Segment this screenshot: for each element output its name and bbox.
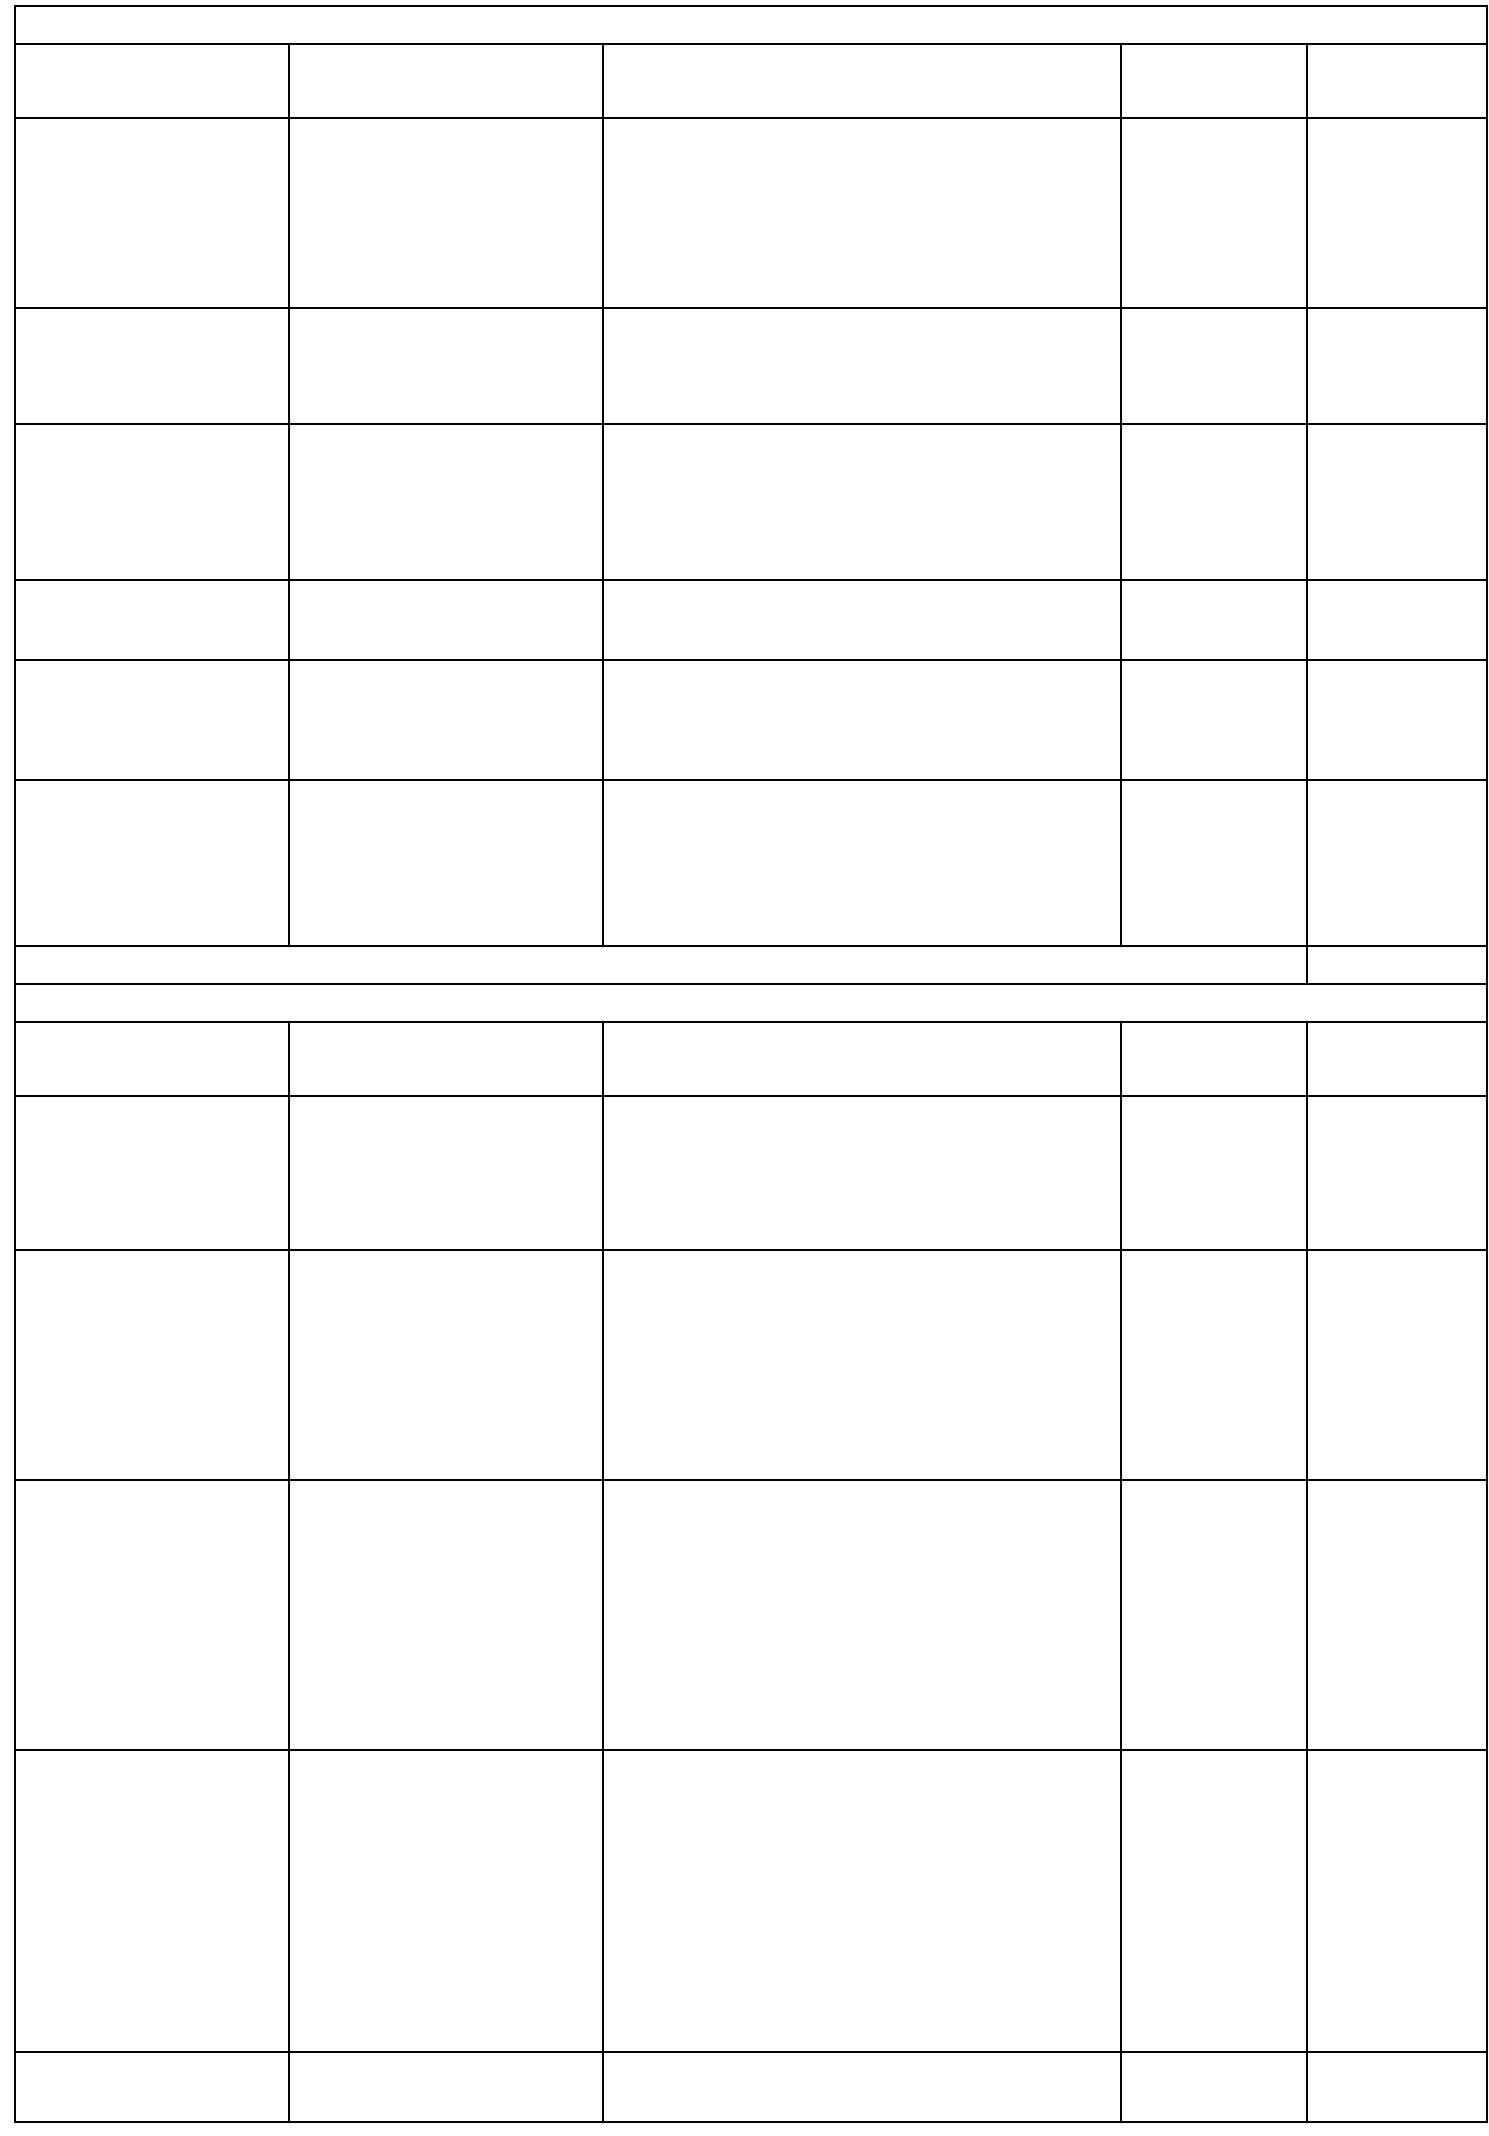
cell-outcome <box>289 1250 603 1480</box>
section-title <box>15 984 1487 1022</box>
table-row <box>15 780 1487 946</box>
cell-outcome <box>289 580 603 660</box>
cell-evidence <box>603 118 1121 308</box>
cell-cost <box>1307 1750 1487 2052</box>
cell-cost <box>1307 118 1487 308</box>
total-value <box>1307 946 1487 984</box>
cell-outcome <box>289 1750 603 2052</box>
cell-cost <box>1307 424 1487 580</box>
section-title-row <box>15 6 1487 44</box>
cell-outcome <box>289 1480 603 1750</box>
cell-action <box>15 308 289 424</box>
column-header-evidence <box>603 44 1121 118</box>
cell-action <box>15 2052 289 2122</box>
column-header-cost <box>1307 1022 1487 1096</box>
table-row <box>15 580 1487 660</box>
column-header-outcome <box>289 44 603 118</box>
cell-lead <box>1121 2052 1307 2122</box>
table-row <box>15 660 1487 780</box>
cell-lead <box>1121 780 1307 946</box>
cell-lead <box>1121 1250 1307 1480</box>
cell-lead <box>1121 308 1307 424</box>
column-header-action <box>15 44 289 118</box>
document <box>14 5 1486 2123</box>
cell-cost <box>1307 1250 1487 1480</box>
cell-lead <box>1121 118 1307 308</box>
cell-evidence <box>603 1480 1121 1750</box>
table-row <box>15 1480 1487 1750</box>
cell-lead <box>1121 1750 1307 2052</box>
section-title <box>15 6 1487 44</box>
cell-action <box>15 1480 289 1750</box>
table-row <box>15 1750 1487 2052</box>
cell-outcome <box>289 118 603 308</box>
cell-lead <box>1121 424 1307 580</box>
cell-action <box>15 424 289 580</box>
cell-cost <box>1307 780 1487 946</box>
cell-evidence <box>603 308 1121 424</box>
cell-evidence <box>603 580 1121 660</box>
cell-cost <box>1307 1096 1487 1250</box>
cell-cost <box>1307 2052 1487 2122</box>
header-row <box>15 1022 1487 1096</box>
cell-evidence <box>603 1750 1121 2052</box>
table-row <box>15 308 1487 424</box>
cell-outcome <box>289 2052 603 2122</box>
cell-outcome <box>289 1096 603 1250</box>
cell-outcome <box>289 308 603 424</box>
section-title-row <box>15 984 1487 1022</box>
total-row <box>15 946 1487 984</box>
cell-action <box>15 1750 289 2052</box>
table-row <box>15 424 1487 580</box>
table-row <box>15 118 1487 308</box>
column-header-outcome <box>289 1022 603 1096</box>
cell-action <box>15 580 289 660</box>
cell-cost <box>1307 308 1487 424</box>
total-label <box>15 946 1307 984</box>
cell-action <box>15 118 289 308</box>
table-row <box>15 1250 1487 1480</box>
cell-cost <box>1307 1480 1487 1750</box>
cell-action <box>15 660 289 780</box>
cell-lead <box>1121 660 1307 780</box>
table-body <box>15 6 1487 2122</box>
pupil-premium-table <box>14 5 1488 2123</box>
column-header-cost <box>1307 44 1487 118</box>
table-row <box>15 2052 1487 2122</box>
cell-evidence <box>603 780 1121 946</box>
cell-lead <box>1121 580 1307 660</box>
cell-evidence <box>603 1250 1121 1480</box>
cell-outcome <box>289 780 603 946</box>
cell-cost <box>1307 660 1487 780</box>
cell-action <box>15 1096 289 1250</box>
cell-evidence <box>603 660 1121 780</box>
cell-outcome <box>289 660 603 780</box>
cell-cost <box>1307 580 1487 660</box>
table-row <box>15 1096 1487 1250</box>
column-header-lead <box>1121 1022 1307 1096</box>
cell-lead <box>1121 1096 1307 1250</box>
cell-evidence <box>603 424 1121 580</box>
cell-evidence <box>603 2052 1121 2122</box>
cell-lead <box>1121 1480 1307 1750</box>
cell-action <box>15 1250 289 1480</box>
column-header-evidence <box>603 1022 1121 1096</box>
cell-outcome <box>289 424 603 580</box>
column-header-lead <box>1121 44 1307 118</box>
cell-action <box>15 780 289 946</box>
header-row <box>15 44 1487 118</box>
column-header-action <box>15 1022 289 1096</box>
cell-evidence <box>603 1096 1121 1250</box>
